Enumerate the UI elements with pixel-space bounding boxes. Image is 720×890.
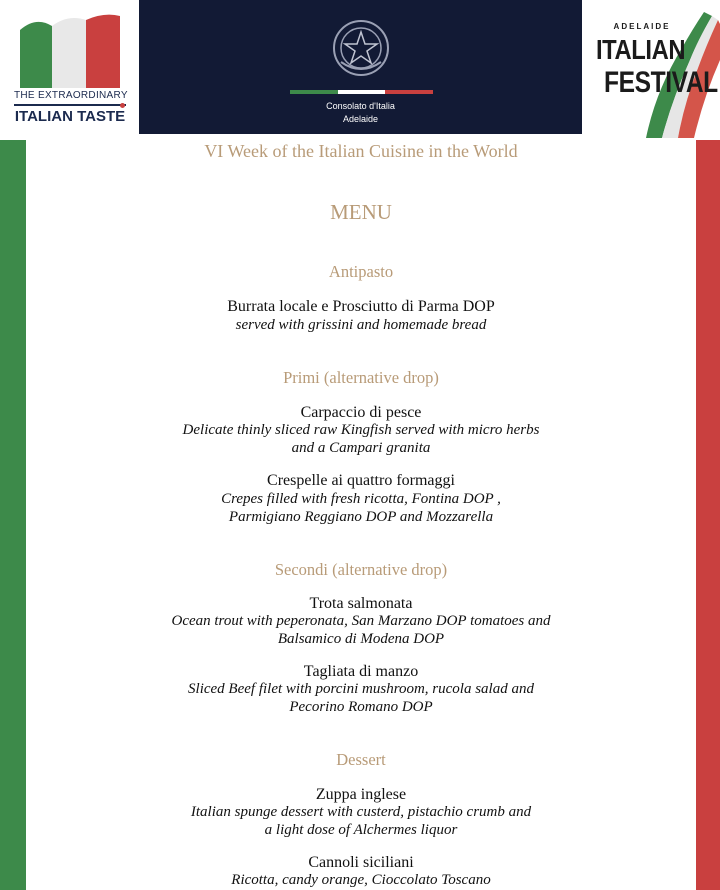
red-side-stripe <box>696 140 720 890</box>
consulate-name: Consolato d'Italia <box>326 101 395 111</box>
italian-republic-emblem-icon <box>331 18 391 78</box>
dish-name: Trota salmonata <box>309 595 413 612</box>
dish-description: Ocean trout with peperonata, San Marzano DOP tomatoes and <box>171 613 551 629</box>
dish-name: Burrata locale e Prosciutto di Parma DOP <box>227 298 495 315</box>
extraordinary-italian-taste-logo <box>0 0 138 140</box>
festival-city: ADELAIDE <box>613 22 671 31</box>
dish-description: Crepes filled with fresh ricotta, Fontina DOP , <box>221 491 501 507</box>
dish-description: and a Campari granita <box>291 440 431 456</box>
adelaide-italian-festival-logo <box>586 0 720 140</box>
course-heading-secondi: Secondi (alternative drop) <box>274 560 448 579</box>
dish-description: Ricotta, candy orange, Cioccolato Toscano <box>231 872 491 888</box>
consulate-city: Adelaide <box>342 114 379 124</box>
course-heading-primi: Primi (alternative drop) <box>283 368 439 387</box>
festival-word-italian: ITALIAN <box>596 34 686 65</box>
dish-name: Zuppa inglese <box>315 786 407 803</box>
consulate-logo <box>139 0 582 134</box>
logo-divider <box>14 104 126 106</box>
course-heading-dessert: Dessert <box>336 750 386 769</box>
dish-description: Parmigiano Reggiano DOP and Mozzarella <box>228 509 494 525</box>
dish-description: Balsamico di Modena DOP <box>277 631 445 647</box>
tricolore-bar <box>290 90 433 94</box>
green-side-stripe <box>0 140 26 890</box>
logo-tagline-bottom: ITALIAN TASTE <box>14 108 126 125</box>
dish-name: Carpaccio di pesce <box>300 404 422 421</box>
dish-description: served with grissini and homemade bread <box>235 317 487 333</box>
dish-description: Italian spunge dessert with custerd, pistachio crumb and <box>190 804 532 820</box>
course-heading-antipasto: Antipasto <box>328 262 394 281</box>
dish-name: Tagliata di manzo <box>303 663 419 680</box>
dish-description: a light dose of Alchermes liquor <box>264 822 458 838</box>
menu-heading: MENU <box>330 200 392 224</box>
tricolore-flag-icon <box>18 12 122 88</box>
festival-word-festival: FESTIVAL <box>604 66 718 99</box>
logo-tagline-top: THE EXTRAORDINARY <box>14 90 128 101</box>
dish-description: Delicate thinly sliced raw Kingfish served with micro herbs <box>182 422 540 438</box>
dish-name: Crespelle ai quattro formaggi <box>267 472 455 489</box>
dish-name: Cannoli siciliani <box>308 854 414 871</box>
dish-description: Pecorino Romano DOP <box>289 699 433 715</box>
dish-description: Sliced Beef filet with porcini mushroom, rucola salad and <box>188 681 534 697</box>
event-title: VI Week of the Italian Cuisine in the World <box>204 141 518 161</box>
